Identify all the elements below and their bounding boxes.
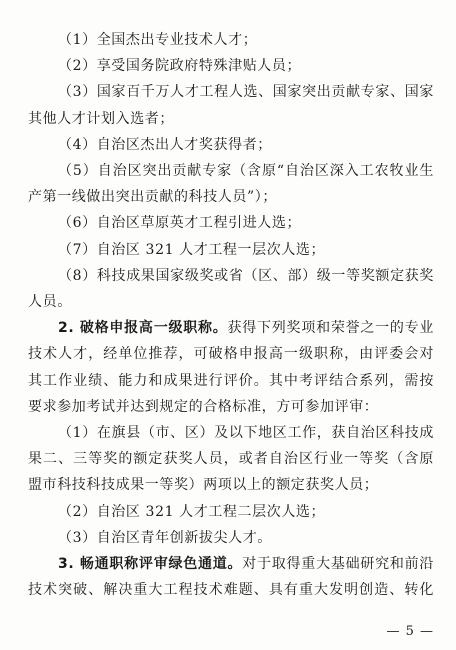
section-heading: 3. 畅通职称评审绿色通道。 — [58, 556, 243, 572]
text-line: （2）自治区 321 人才工程二层次人选； — [58, 503, 326, 520]
section-heading-line: 2. 破格申报高一级职称。获得下列奖项和荣誉之一的专业 — [58, 320, 435, 337]
text-line: 盟市科技科技成果一等奖）两项以上的额定获奖人员； — [28, 477, 379, 494]
text-line: 技术突破、解决重大工程技术难题、具有重大发明创造、转化 — [28, 582, 434, 599]
section-heading: 2. 破格申报高一级职称。 — [58, 320, 228, 337]
page-number: — 5 — — [386, 624, 434, 639]
text-line: （5）自治区突出贡献专家（含原“自治区深入工农牧业生 — [58, 163, 434, 179]
text-line: （2）享受国务院政府特殊津贴人员； — [58, 58, 302, 75]
text-line: （7）自治区 321 人才工程一层次人选； — [58, 241, 326, 258]
text-line: 技术人才，经单位推荐，可破格申报高一级职称，由评委会对 — [28, 346, 434, 363]
text-line: （6）自治区草原英才工程引进人选； — [58, 215, 302, 232]
text-line: 其他人才计划入选者； — [28, 110, 174, 127]
text-line: （3）自治区青年创新拔尖人才。 — [58, 529, 272, 546]
text-line: （3）国家百千万人才工程人选、国家突出贡献专家、国家 — [58, 84, 434, 101]
text-line: 要求参加考试并达到规定的合格标准，方可参加评审： — [28, 398, 379, 415]
text-line: （8）科技成果国家级奖或省（区、部）级一等奖额定获奖 — [58, 267, 434, 284]
text-line: 其工作业绩、能力和成果进行评价。其中考评结合系列，需按 — [28, 372, 434, 389]
text-line: （4）自治区杰出人才奖获得者； — [58, 136, 272, 153]
text-line: 产第一线做出突出贡献的科技人员”）； — [28, 189, 277, 206]
text-line: 人员。 — [28, 294, 72, 310]
text-line: 果二、三等奖的额定获奖人员，或者自治区行业一等奖（含原 — [28, 451, 434, 468]
text-line: （1）在旗县（市、区）及以下地区工作，获自治区科技成 — [58, 425, 434, 441]
text-line: （1）全国杰出专业技术人才； — [58, 32, 258, 48]
section-heading-line: 3. 畅通职称评审绿色通道。对于取得重大基础研究和前沿 — [58, 556, 434, 572]
